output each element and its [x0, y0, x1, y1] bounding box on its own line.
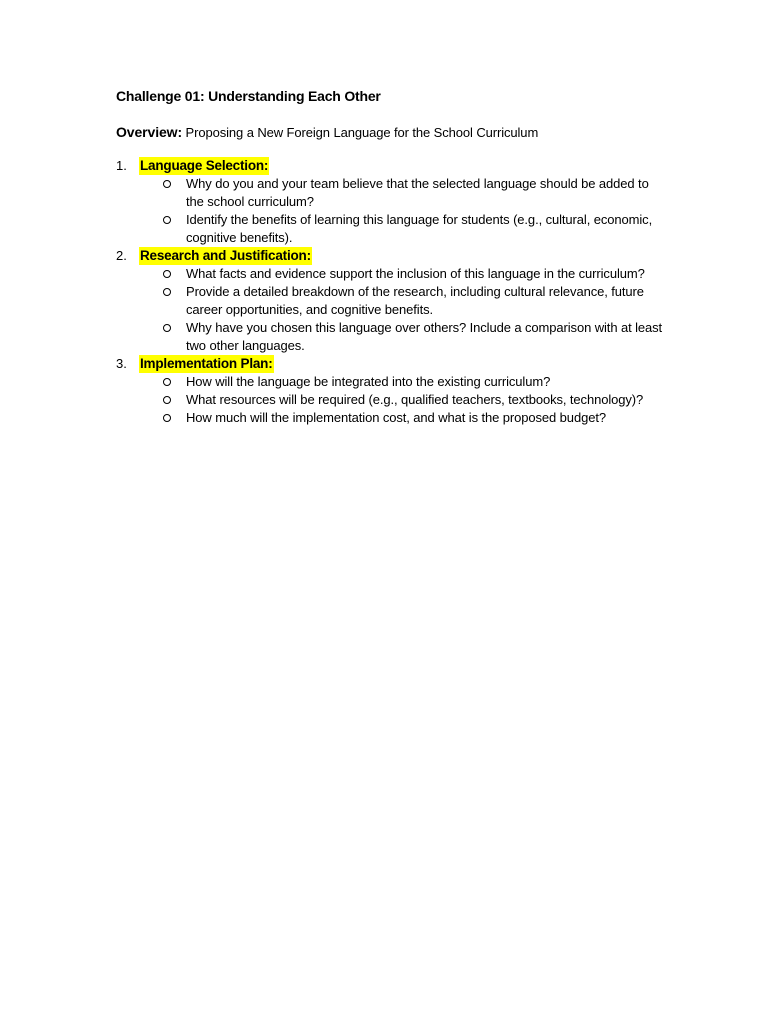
hollow-circle-bullet-icon [163, 270, 171, 278]
list-item [116, 319, 666, 355]
list-item [116, 391, 666, 409]
section-number: 2. [116, 248, 127, 263]
overview-line [116, 122, 676, 143]
list-item-text: Why have you chosen this language over others? Include a comparison with at least two other languages. [186, 320, 663, 353]
section-number: 3. [116, 356, 127, 371]
list-item-text: What facts and evidence support the inclusion of this language in the curriculum? [186, 266, 645, 281]
list-item [116, 175, 666, 211]
hollow-circle-bullet-icon [163, 378, 171, 386]
section-list [116, 157, 676, 427]
bullet-list [116, 265, 676, 355]
section-heading-row [116, 355, 676, 373]
list-item-text: Provide a detailed breakdown of the research, including cultural relevance, future career opportunities, and cognitive benefits. [186, 284, 644, 317]
document-page [116, 86, 676, 427]
hollow-circle-bullet-icon [163, 216, 171, 224]
section-number: 1. [116, 158, 127, 173]
list-item [116, 373, 666, 391]
section-heading: Research and Justification: [140, 248, 311, 263]
list-item-text: Why do you and your team believe that the selected language should be added to the school curriculum? [186, 176, 649, 209]
list-item [116, 265, 666, 283]
bullet-list [116, 175, 676, 247]
list-item-text: Identify the benefits of learning this language for students (e.g., cultural, economic, cognitive benefits). [186, 212, 653, 245]
hollow-circle-bullet-icon [163, 180, 171, 188]
overview-label: Overview: [116, 124, 183, 140]
hollow-circle-bullet-icon [163, 324, 171, 332]
section-heading-row [116, 247, 676, 265]
section-implementation-plan [116, 355, 676, 427]
list-item [116, 211, 666, 247]
list-item [116, 409, 666, 427]
section-heading-row [116, 157, 676, 175]
list-item-text: What resources will be required (e.g., qualified teachers, textbooks, technology)? [186, 392, 644, 407]
section-research-justification [116, 247, 676, 355]
section-heading: Language Selection: [140, 158, 269, 173]
list-item-text: How much will the implementation cost, and what is the proposed budget? [186, 410, 606, 425]
bullet-list [116, 373, 676, 427]
section-heading: Implementation Plan: [140, 356, 273, 371]
hollow-circle-bullet-icon [163, 288, 171, 296]
section-language-selection [116, 157, 676, 247]
hollow-circle-bullet-icon [163, 414, 171, 422]
list-item-text: How will the language be integrated into the existing curriculum? [186, 374, 551, 389]
list-item [116, 283, 666, 319]
overview-text: Proposing a New Foreign Language for the School Curriculum [185, 125, 539, 140]
document-title: Challenge 01: Understanding Each Other [116, 88, 381, 104]
hollow-circle-bullet-icon [163, 396, 171, 404]
